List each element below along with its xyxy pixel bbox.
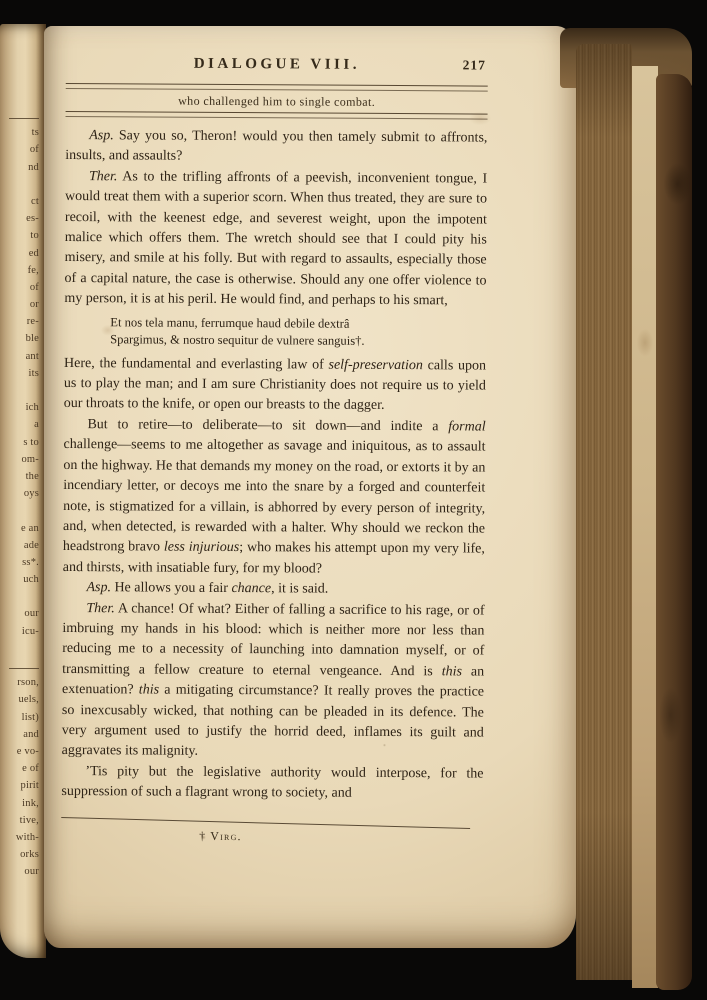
facing-page-fragment: or — [29, 299, 39, 311]
facing-page-fragment: ble — [25, 333, 39, 345]
facing-page-fragment: our — [24, 608, 39, 620]
facing-page-fragment — [0, 660, 39, 677]
paragraph — [63, 578, 485, 601]
facing-page-fragment — [0, 110, 39, 127]
facing-page-fragment: our — [24, 866, 39, 878]
text-run: But to retire—to deliberate—to sit down—and indite a — [87, 417, 449, 435]
italic-run: chance — [231, 581, 272, 597]
text-run: challenge—seems to me altogether as savage and iniquitous, as to assault on the highway. He that demands my money on the road, or extorts it by an incendiary letter, or decoys me into the snare by a forged and counterfeit note, is stigmatized for a villain, is abhorred by every person of integrity, and, when detected, is rewarded with a halter. Why should we reckon the headstrong bravo — [62, 437, 486, 555]
facing-page-fragment: of — [29, 281, 39, 293]
facing-page-fragment: uch — [23, 574, 39, 586]
facing-page-fragment: oys — [23, 488, 39, 500]
facing-page-fragment — [0, 643, 39, 660]
text-run: calls upon us to play the man; and I am sure Christianity does not require us to yield our throats to the knife, or open our breasts to the dagger. — [63, 357, 487, 414]
paragraph — [63, 415, 486, 581]
facing-page-fragment: es- — [26, 213, 39, 225]
italic-run: Asp. — [86, 580, 112, 596]
facing-page-fragment: om- — [21, 453, 39, 465]
facing-page-fragment: re- — [26, 316, 39, 328]
text-run: A chance! Of what? Either of falling a sacrifice to his rage, or of imbruing my hands in his blood: which is neither more nor less than reducing me to a necessity of launching into damnation myself, or of transmitting a fellow creature to eternal vengeance. And is — [62, 600, 485, 680]
body-text — [61, 126, 487, 805]
facing-page-fragment: icu- — [21, 625, 39, 637]
facing-page-fragment: ts — [31, 127, 39, 139]
facing-page-fragment: nd — [28, 161, 39, 173]
verse-line: Spargimus, & nostro sequitur de vulnere sanguis†. — [110, 332, 365, 348]
facing-page-fragment — [0, 179, 39, 196]
paragraph — [62, 599, 485, 765]
paragraph — [61, 762, 483, 805]
chapter-title: DIALOGUE VIII. — [193, 55, 361, 73]
running-head-box — [66, 83, 488, 120]
facing-page-edge — [0, 24, 46, 958]
facing-page-fragment: ed — [28, 247, 39, 259]
text-run: ; who makes his attempt upon my very life, and thirsts, with insatiable fury, for my blood? — [62, 540, 485, 577]
facing-page-fragment: ss*. — [22, 556, 39, 568]
text-run: ’Tis pity but the legislative authority would interpose, for the suppression of such a flagrant wrong to society, and — [61, 763, 484, 801]
facing-page-fragment: its — [28, 367, 39, 379]
italic-run: Ther. — [86, 600, 115, 616]
footnote-rule — [61, 817, 470, 829]
text-run: an extenuation? — [61, 664, 485, 698]
facing-page-fragment: ich — [25, 402, 39, 414]
page-header — [66, 54, 488, 77]
italic-run: less injurious — [163, 539, 240, 556]
italic-run: this — [441, 664, 463, 680]
paragraph — [65, 126, 487, 169]
facing-page-fragment: pirit — [20, 780, 39, 792]
facing-page-fragment: ade — [23, 539, 39, 551]
facing-page-fragment: list) — [21, 711, 39, 723]
text-run: Here, the fundamental and everlasting law of — [63, 355, 329, 373]
facing-page-fragment: ink, — [22, 797, 39, 809]
facing-page-fragment — [0, 505, 39, 522]
facing-page-fragment: s to — [23, 436, 39, 448]
facing-page-fragment: rson, — [17, 677, 39, 689]
facing-page-fragment: of — [29, 144, 39, 156]
text-run: As to the trifling affronts of a peevish, inconvenient tongue, I would treat them with a superior scorn. When thus treated, they are sure to recoil, with the keenest edge, and severest weight, upon the impotent malice which offers them. The wretch should see that I could pity his misery, and smile at his folly. But with regard to assaults, especially those of a capital nature, the case is otherwise. Should any one offer violence to my person, it is at his peril. He would find, and perhaps to his smart, — [64, 169, 488, 309]
page-number: 217 — [462, 57, 486, 73]
page-content — [60, 42, 488, 951]
footnote-text: † Virg. — [199, 828, 242, 843]
fore-edge-pages — [576, 44, 632, 980]
facing-page-fragment: a — [34, 419, 39, 431]
italic-run: formal — [448, 419, 486, 435]
footnote-block — [61, 817, 483, 846]
facing-page-fragment — [0, 385, 39, 402]
facing-page-fragment: with- — [15, 831, 39, 843]
running-head-bottom-rule — [66, 111, 488, 120]
facing-page-fragment: to — [30, 230, 39, 242]
running-head-text: who challenged him to single combat. — [178, 93, 376, 109]
facing-page-fragment — [0, 591, 39, 608]
facing-page-fragment: orks — [20, 849, 39, 861]
fore-edge-outer-leaf — [632, 66, 658, 988]
text-run: a mitigating circumstance? It really proves the practice so inexcusably wicked, that nothing can be pleaded in its defence. The very argument used to justify the horrid deed, inflames its guilt and aggravates its malignity. — [61, 682, 485, 760]
facing-page-fragment: the — [25, 470, 39, 482]
latin-verse — [110, 314, 486, 351]
book-cover-edge — [656, 74, 692, 990]
facing-page-fragment: ct — [31, 195, 39, 207]
italic-run: Ther. — [88, 168, 118, 185]
text-run: , it is said. — [271, 581, 329, 597]
facing-page-fragment: e an — [21, 522, 39, 534]
text-run: Say you so, Theron! would you then tamely submit to affronts, insults, and assaults? — [65, 128, 488, 165]
text-run: He allows you a fair — [110, 580, 232, 597]
facing-page-fragment: e vo- — [16, 745, 39, 757]
facing-page-fragment: ant — [25, 350, 39, 362]
facing-page-fragment: uels, — [18, 694, 39, 706]
facing-page-fragment: fe, — [27, 264, 39, 276]
verse-line: Et nos tela manu, ferrumque haud debile dextrâ — [110, 314, 350, 331]
paragraph — [64, 167, 487, 312]
book-page — [44, 26, 576, 948]
italic-run: Asp. — [89, 128, 114, 144]
facing-page-fragment: and — [23, 728, 39, 740]
facing-page-fragments — [0, 110, 39, 883]
italic-run: this — [138, 682, 160, 698]
paragraph — [64, 354, 486, 418]
facing-page-fragment: e of — [22, 763, 39, 775]
facing-page-fragment: tive, — [19, 814, 39, 826]
italic-run: self-preservation — [328, 357, 423, 373]
